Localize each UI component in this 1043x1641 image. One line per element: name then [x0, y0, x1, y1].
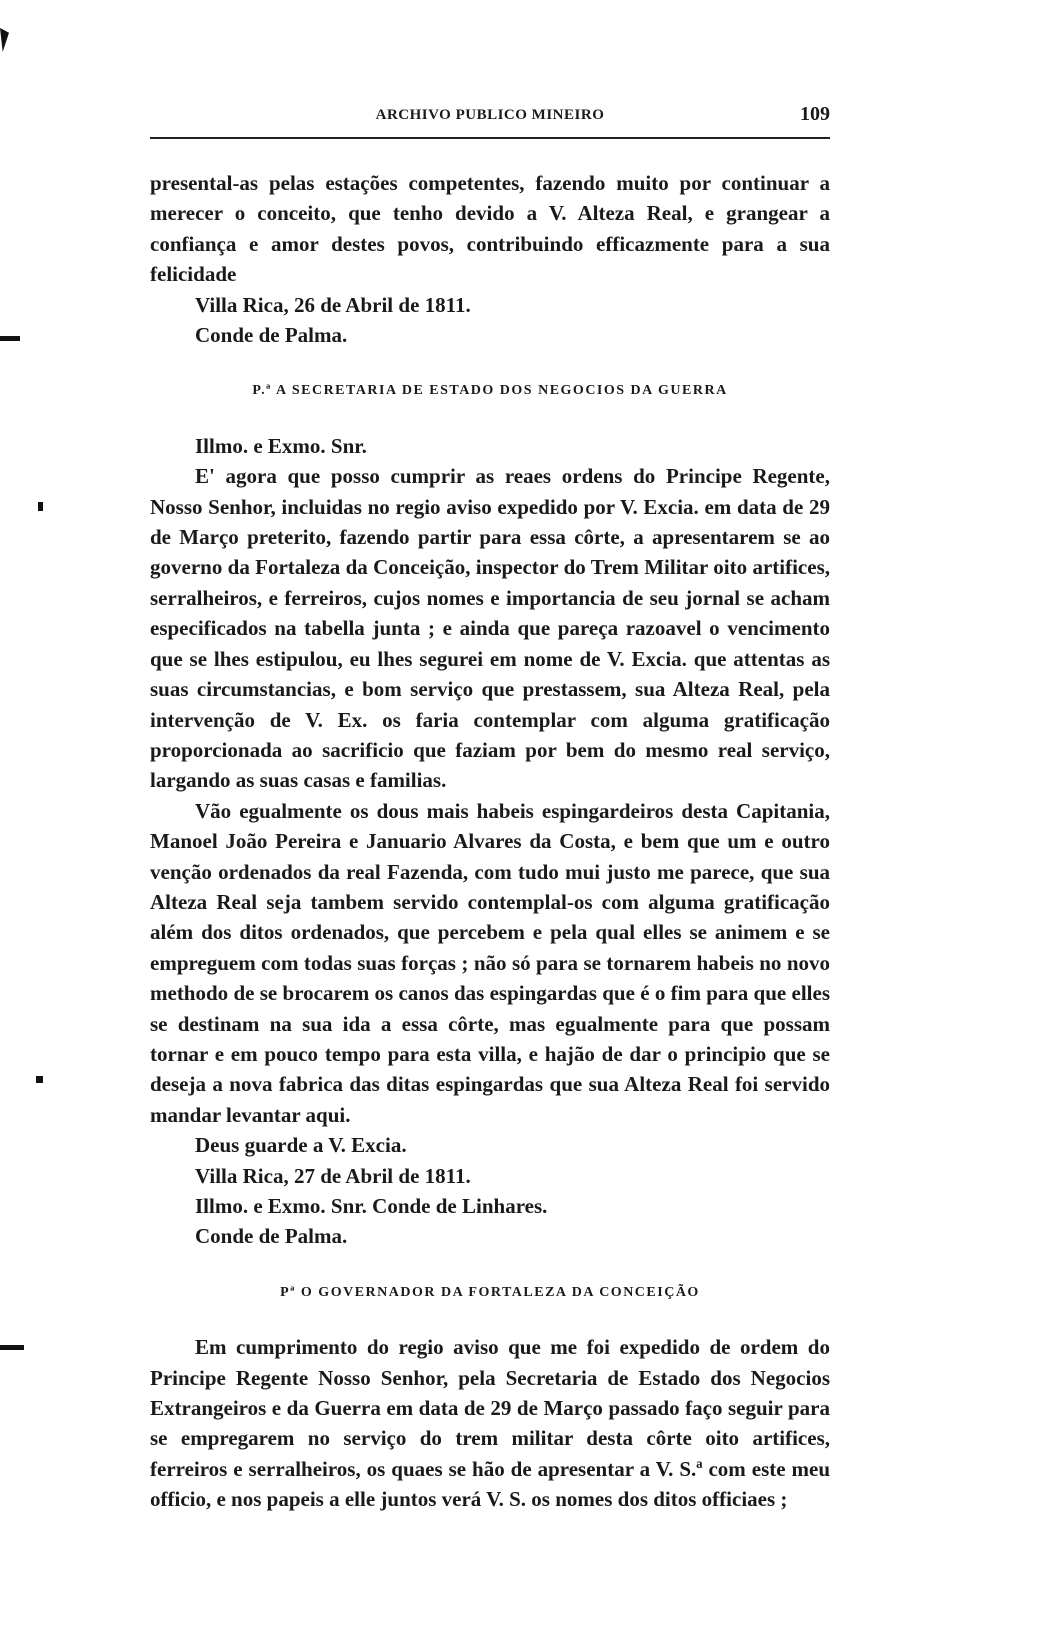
header-rule — [150, 137, 830, 139]
letter2-closing: Deus guarde a V. Excia. — [195, 1133, 407, 1158]
scan-mark — [36, 1076, 43, 1083]
letter2-addressee: Illmo. e Exmo. Snr. Conde de Linhares. — [195, 1194, 548, 1218]
letter2-paragraph-2: Vão egualmente os dous mais habeis espingardeiros desta Capitania, Manoel João Pereira e Januario Alvares da Costa, e bem que um e outro venção ordenados da real Fazenda, com tudo mui justo me parece, que sua Alteza Real seja tambem servido contemplal-os com alguma gratificação além dos ditos ordenados, que percebem e pela qual elles se animem e se empreguem com todas suas forças ; não só para se tornarem habeis no novo methodo de se brocarem os canos das espingardas que é o fim para que elles se destinam na sua ida a essa côrte, mas egualmente para que possam tornar e em pouco tempo para esta villa, e hajão de dar o principio que se deseja a nova fabrica das ditas espingardas que sua Alteza Real foi servido mandar levantar aqui. — [150, 798, 830, 1127]
letter2-paragraph-1: E' agora que posso cumprir as reaes ordens do Principe Regente, Nosso Senhor, incluidas no regio aviso expedido por V. Excia. em data de 29 de Março preterito, fazendo partir para essa côrte, a apresentarem se ao governo da Fortaleza da Conceição, inspector do Trem Militar oito artifices, serralheiros, e ferreiros, cujos nomes e importancia de seu jornal se acham especificados na tabella junta ; e ainda que pareça razoavel o vencimento que se lhes estipulou, eu lhes segurei em nome de V. Excia. que attentas as suas circumstancias, e bom serviço que prestassem, sua Alteza Real, pela intervenção de V. Ex. os faria contemplar com alguma gratificação proporcionada ao sacrificio que faziam por bem do mesmo real serviço, largando as suas casas e familias. — [150, 464, 830, 793]
page-header — [150, 103, 830, 133]
letter1-place-date: Villa Rica, 26 de Abril de 1811. — [195, 292, 471, 317]
letter2-salutation: Illmo. e Exmo. Snr. — [195, 433, 367, 458]
scan-mark — [0, 336, 20, 341]
letter1-body: presental-as pelas estações competentes, fazendo muito por continuar a merecer o conceito, que tenho devido a V. Alteza Real, e grangear a confiança e amor destes povos, contribuindo efficazmente para a sua felicidade — [150, 171, 830, 287]
letter3-paragraph-1: Em cumprimento do regio aviso que me foi expedido de ordem do Principe Regente Nosso Senhor, pela Secretaria de Estado dos Negocios Extrangeiros e da Guerra em data de 29 de Março passado faço seguir para se empregarem no serviço do trem militar desta côrte oito artifices, ferreiros e serralheiros, os quaes se hão de apresentar a V. S.ª com este meu officio, e nos papeis a elle juntos verá V. S. os nomes dos ditos officiaes ; — [150, 1335, 830, 1512]
letter1-signature: Conde de Palma. — [195, 323, 348, 348]
letter2-place-date: Villa Rica, 27 de Abril de 1811. — [195, 1163, 471, 1188]
scan-mark — [0, 28, 9, 52]
letter2-signature: Conde de Palma. — [195, 1224, 348, 1249]
scan-mark — [38, 502, 43, 511]
scan-mark — [0, 1345, 24, 1350]
page-body — [150, 168, 830, 1515]
running-title: ARCHIVO PUBLICO MINEIRO — [375, 107, 605, 123]
page-number: 109 — [800, 103, 830, 125]
letter3-heading: Pª O GOVERNADOR DA FORTALEZA DA CONCEIÇÃO — [280, 1284, 700, 1300]
letter2-heading: P.ª A SECRETARIA DE ESTADO DOS NEGOCIOS DA GUERRA — [252, 383, 728, 399]
